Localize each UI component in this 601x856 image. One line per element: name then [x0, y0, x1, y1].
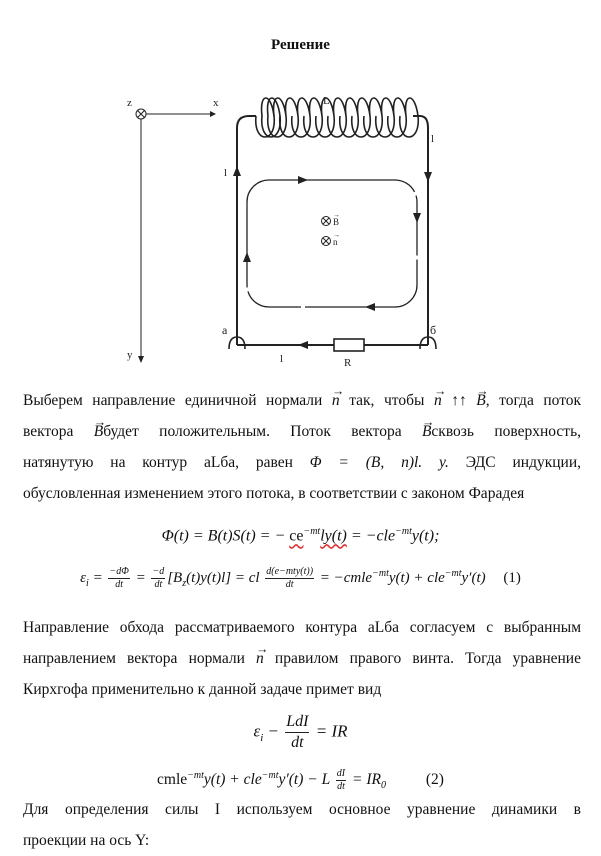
- para2-line3: Кирхгофа применительно к данной задаче примет вид: [23, 681, 382, 698]
- field-B-arrow-icon: →: [333, 211, 340, 219]
- para1-line2: вектора → Bбудет положительным. Поток вектора → Bсквозь поверхность,: [23, 416, 581, 447]
- para1-line3: натянутую на контур аLба, равен Φ = (B, n)l. y. ЭДС индукции,: [23, 454, 582, 471]
- resistor-label: R: [344, 357, 352, 369]
- field-into-page-icon: [322, 217, 331, 246]
- loop-arrow-down-icon: [413, 213, 421, 223]
- coil-turn-path: [268, 98, 419, 137]
- para2-line2: направлением вектора нормали → n правилом правого винта. Тогда уравнение: [23, 643, 581, 674]
- wire-label-bottom: l: [280, 353, 284, 365]
- point-b-label: б: [430, 323, 437, 337]
- coordinate-axes: [127, 97, 219, 363]
- axis-y-label: y: [127, 349, 133, 361]
- coil-label: L: [323, 95, 330, 107]
- paragraph-flux-definition: [23, 385, 581, 509]
- wire-label-right: l: [431, 133, 435, 145]
- formula-kirchhoff: $\varepsilon_i$ − $\frac{\text{LdI}}{dt}$ = IR: [253, 713, 348, 751]
- point-a-label: а: [222, 323, 228, 337]
- para2-line1: Направление обхода рассматриваемого контура аLба согласуем с выбранным: [23, 619, 581, 636]
- arrow-down-right-icon: [424, 172, 432, 182]
- inductor-turns: [268, 98, 419, 137]
- loop-arrow-up-icon: [243, 252, 251, 262]
- para1-line1: Выберем направление единичной нормали → n так, чтобы → n ↑↑ → B, тогда поток: [23, 385, 581, 416]
- formula-flux: Φ(t) = B(t)S(t) = − $ce^{-mt}ly(t) = -cle^{-mt}y(t)$;: [161, 526, 440, 545]
- axis-z-label: z: [127, 97, 132, 109]
- arrow-left-bottom-icon: [298, 341, 308, 349]
- para1-line4: обусловленная изменением этого потока, в соответствии с законом Фарадея: [23, 485, 525, 502]
- axis-x-label: x: [213, 97, 219, 109]
- circulation-loop: [247, 180, 417, 307]
- field-n-arrow-icon: →: [333, 231, 340, 239]
- loop-arrow-left-icon: [365, 303, 375, 311]
- circuit-figure: [110, 90, 450, 370]
- page-title: Решение: [271, 37, 330, 53]
- wire-label-left: l: [224, 167, 228, 179]
- formula-emf: $\varepsilon_i$ = $\frac{-d\Phi}{dt}$ = $\frac{-d}{dt}$ $[B_z(t)y(t)l]$ = cl $\frac{\text{d(e−mty(t))}}{dt}$ = −cmle$^{-mt}$y(t) + cle$^{-mt}$y′(t) (1): [80, 566, 521, 590]
- formula-current: cmle$^{-mt}$y(t) + cle$^{-mt}$y′(t) − L $\frac{dI}{dt}$ = $IR_0$ (2): [157, 768, 444, 792]
- paragraph-kirchhoff: [23, 612, 581, 705]
- paragraph-dynamics: [23, 794, 581, 856]
- loop-arrow-right-icon: [298, 176, 308, 184]
- resistor: [334, 339, 364, 351]
- para3-line1: Для определения силы I используем основное уравнение динамики в: [23, 801, 581, 818]
- field-B-label: B: [333, 217, 340, 227]
- field-n-label: n: [333, 237, 338, 247]
- para3-line2: проекции на ось Y:: [23, 832, 150, 849]
- arrow-up-left-icon: [233, 166, 241, 176]
